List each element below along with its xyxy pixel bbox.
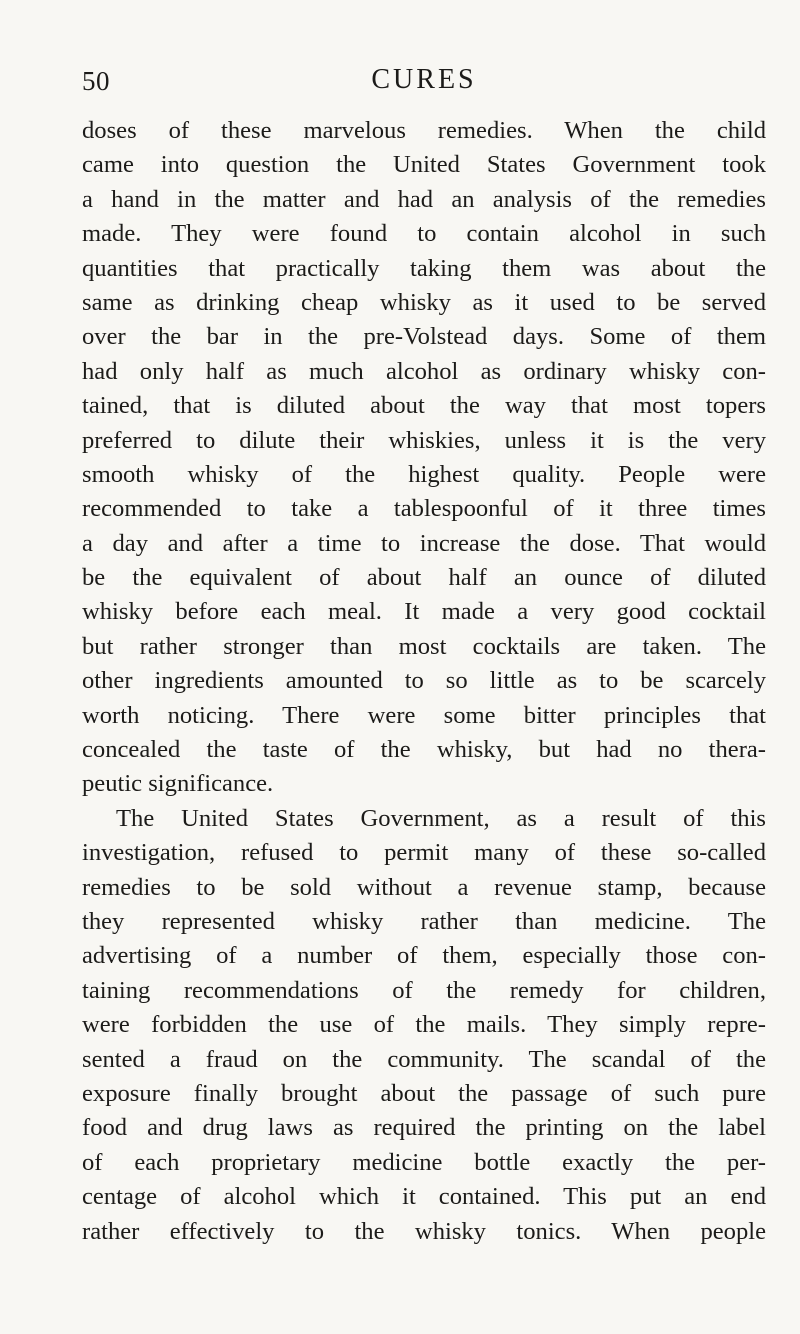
text-line: concealed the taste of the whisky, but had no thera- bbox=[82, 736, 766, 764]
text-line: investigation, refused to permit many of these so-called bbox=[82, 839, 766, 867]
text-line: taining recommendations of the remedy for children, bbox=[82, 976, 766, 1004]
text-line: made. They were found to contain alcohol in such bbox=[82, 220, 766, 248]
text-line: of each proprietary medicine bottle exactly the per- bbox=[82, 1148, 766, 1176]
text-line: but rather stronger than most cocktails are taken. The bbox=[82, 632, 766, 660]
text-line: a day and after a time to increase the dose. That would bbox=[82, 529, 766, 557]
text-line: came into question the United States Government took bbox=[82, 151, 766, 179]
paragraph-first-line: The United States Government, as a result of this bbox=[116, 804, 766, 832]
text-line: smooth whisky of the highest quality. People were bbox=[82, 460, 766, 488]
text-line: centage of alcohol which it contained. This put an end bbox=[82, 1183, 766, 1211]
text-line: whisky before each meal. It made a very good cocktail bbox=[82, 598, 766, 626]
text-line: worth noticing. There were some bitter principles that bbox=[82, 701, 766, 729]
text-line: be the equivalent of about half an ounce of diluted bbox=[82, 564, 766, 592]
text-line: had only half as much alcohol as ordinary whisky con- bbox=[82, 357, 766, 385]
body-text bbox=[82, 114, 766, 1249]
text-line: preferred to dilute their whiskies, unless it is the very bbox=[82, 426, 766, 454]
text-line: food and drug laws as required the printing on the label bbox=[82, 1114, 766, 1142]
text-line: remedies to be sold without a revenue stamp, because bbox=[82, 873, 766, 901]
text-line: recommended to take a tablespoonful of it three times bbox=[82, 495, 766, 523]
text-line: they represented whisky rather than medicine. The bbox=[82, 907, 766, 935]
text-line: a hand in the matter and had an analysis of the remedies bbox=[82, 185, 766, 213]
text-line: tained, that is diluted about the way that most topers bbox=[82, 392, 766, 420]
text-line: were forbidden the use of the mails. They simply repre- bbox=[82, 1011, 766, 1039]
running-head bbox=[82, 64, 766, 104]
text-line: advertising of a number of them, especially those con- bbox=[82, 942, 766, 970]
text-line: over the bar in the pre-Volstead days. Some of them bbox=[82, 323, 766, 351]
text-line: sented a fraud on the community. The scandal of the bbox=[82, 1045, 766, 1073]
page-number: 50 bbox=[82, 66, 110, 96]
text-line: other ingredients amounted to so little as to be scarcely bbox=[82, 667, 766, 695]
text-line: rather effectively to the whisky tonics. When people bbox=[82, 1217, 766, 1245]
running-title: CURES bbox=[371, 64, 477, 95]
paragraph-end-line: peutic significance. bbox=[82, 770, 274, 798]
text-line: same as drinking cheap whisky as it used to be served bbox=[82, 288, 766, 316]
text-line: quantities that practically taking them was about the bbox=[82, 254, 766, 282]
text-line: doses of these marvelous remedies. When the child bbox=[82, 117, 766, 144]
text-line: exposure finally brought about the passage of such pure bbox=[82, 1079, 766, 1107]
